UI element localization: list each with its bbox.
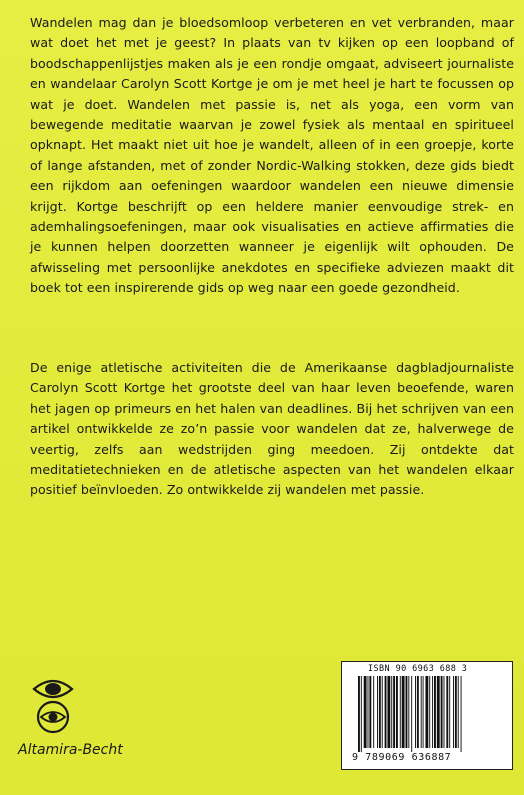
barcode-bar (411, 676, 412, 752)
blurb-paragraph-1 (30, 13, 514, 299)
barcode-box (341, 661, 513, 770)
barcode-bar (417, 676, 419, 748)
barcode-bar (446, 676, 448, 748)
barcode-graphic (356, 676, 498, 752)
barcode-bar (361, 676, 362, 752)
barcode-bar (393, 676, 395, 748)
barcode-bar (425, 676, 428, 748)
barcode-bar (408, 676, 409, 748)
eye-in-circle-logo-icon (30, 675, 76, 735)
barcode-bar (364, 676, 367, 748)
barcode-bar (402, 676, 405, 748)
barcode-bar (453, 676, 454, 748)
barcode-bar (455, 676, 457, 748)
barcode-bar (415, 676, 416, 748)
barcode-bar (396, 676, 398, 748)
author-bio-paragraph (30, 358, 514, 501)
barcode-bar (368, 676, 369, 748)
paragraph-text: Wandelen mag dan je bloedsomloop verbeteren en vet verbranden, maar wat doet het met je geest? In plaats van tv kijken op een loopband of boodschappenlijstjes maken als je een rondje omgaat, adviseert journaliste en wandelaar Carolyn Scott Kortge je om je met heel je hart te focussen op wat je doet. Wandelen met passie is, net als yoga, een vorm van bewegende meditatie waarvan je zowel fysiek als mentaal en spiritueel opknapt. Het maakt niet uit hoe je wandelt, alleen of in een groepje, korte of lange afstanden, met of zonder Nordic-Walking stokken, deze gids biedt een rijkdom aan oefeningen waardoor wandelen een nieuwe dimensie krijgt. Kortge beschrijft op een heldere manier eenvoudige strek- en ademhalingsoefeningen, maar ook visualisaties en actieve affirmaties die je kunnen helpen doorzetten wanneer je eigenlijk wilt ophouden. De afwisseling met persoonlijke anekdotes en specifieke adviezen maakt dit boek tot een inspirerende gids op weg naar een goede gezondheid. (30, 15, 514, 296)
barcode-bar (421, 676, 422, 748)
barcode-bar (444, 676, 445, 748)
barcode-bar (387, 676, 390, 748)
barcode-bar (385, 676, 387, 748)
barcode-bar (391, 676, 392, 748)
barcode-bar (377, 676, 378, 748)
paragraph-text: De enige atletische activiteiten die de Amerikaanse dagbladjournaliste Carolyn Scott Kortge het grootste deel van haar leven beoefende, waren het jagen op primeurs en het halen van deadlines. Bij het schrijven van een artikel ontwikkelde ze zo’n passie voor wandelen dat ze, halverwege de veertig, zelfs aan wedstrijden ging meedoen. Zij ontdekte dat meditatietechnieken en de atletische aspecten van het wandelen elkaar positief beïnvloeden. Zo ontwikkelde zij wandelen met passie. (30, 360, 514, 498)
barcode-bar (373, 676, 374, 748)
isbn-number: ISBN 90 6963 688 3 (368, 664, 468, 674)
barcode-bar (400, 676, 401, 748)
barcode-bar (437, 676, 440, 748)
barcode-bar (441, 676, 443, 748)
barcode-bar (379, 676, 381, 748)
publisher-block (18, 675, 148, 775)
barcode-bar (432, 676, 433, 748)
publisher-name: Altamira-Becht (18, 742, 123, 758)
ean-number: 9 789069 636887 (352, 752, 452, 763)
barcode-bar (434, 676, 436, 748)
barcode-bar (358, 676, 360, 752)
barcode-bar (369, 676, 371, 748)
barcode-bar (382, 676, 383, 748)
barcode-bar (449, 676, 450, 748)
barcode-bar (461, 676, 462, 752)
barcode-bar (429, 676, 430, 748)
barcode-bar (406, 676, 408, 748)
barcode-bar (458, 676, 459, 748)
barcode-bar (423, 676, 424, 748)
